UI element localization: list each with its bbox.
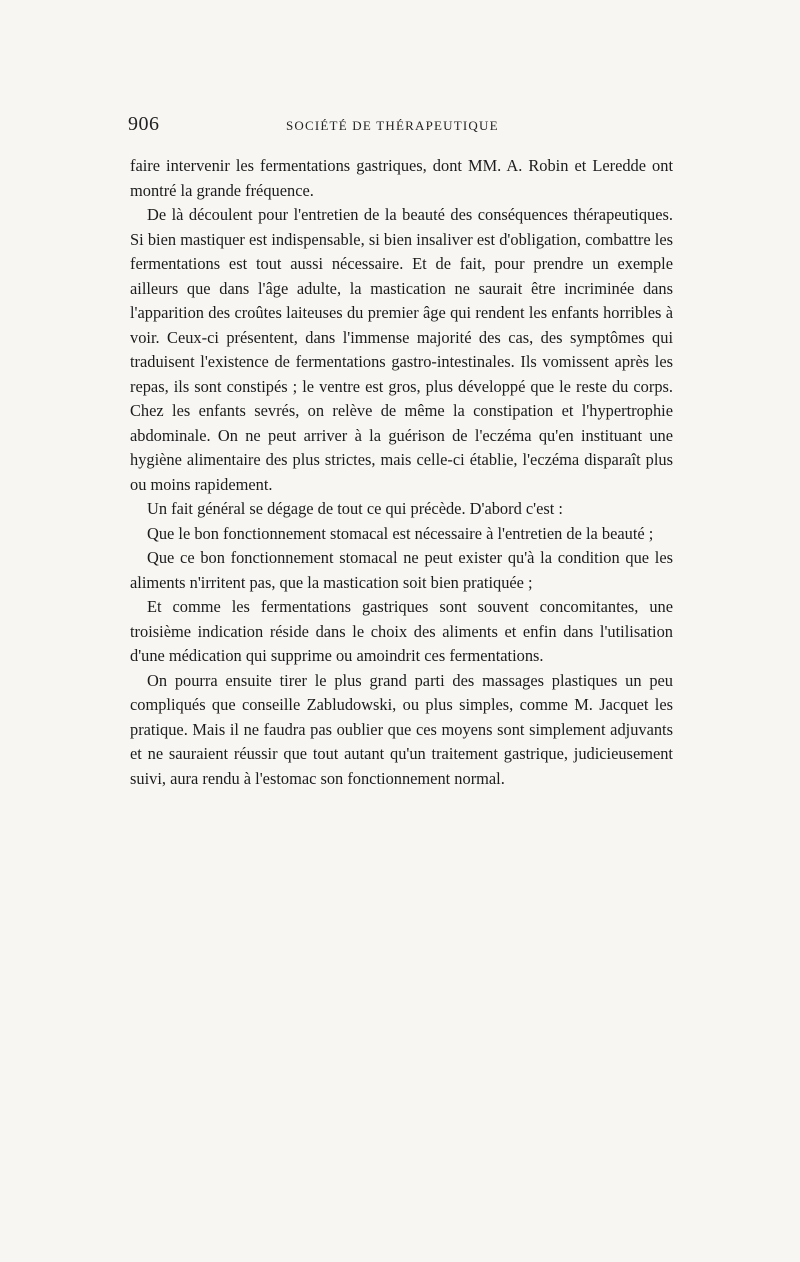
running-title: SOCIÉTÉ DE THÉRAPEUTIQUE <box>286 118 499 133</box>
paragraph: Et comme les fermentations gastriques sont souvent concomitantes, une troisième indication réside dans le choix des aliments et enfin dans l'utilisation d'une médication qui supprime ou amoindrit ces fermentations. <box>130 597 673 665</box>
paragraph: De là découlent pour l'entretien de la beauté des conséquences thérapeutiques. Si bien mastiquer est indispensable, si bien insaliver est d'obligation, combattre les fermentations est tout aussi nécessaire. Et de fait, pour prendre un exemple ailleurs que dans l'âge adulte, la mastication ne saurait être incriminée dans l'apparition des croûtes laiteuses du premier âge qui rendent les enfants horribles à voir. Ceux-ci présentent, dans l'immense majorité des cas, des symptômes qui traduisent l'existence de fermentations gastro-intestinales. Ils vomissent après les repas, ils sont constipés ; le ventre est gros, plus développé que le reste du corps. Chez les enfants sevrés, on relève de même la constipation et l'hypertrophie abdominale. On ne peut arriver à la guérison de l'eczéma qu'en instituant une hygiène alimentaire des plus strictes, mais celle-ci établie, l'eczéma disparaît plus ou moins rapidement. <box>130 205 673 494</box>
page-number: 906 <box>128 113 160 135</box>
paragraph: Un fait général se dégage de tout ce qui précède. D'abord c'est : <box>147 499 563 518</box>
body-text <box>130 154 673 791</box>
page-header <box>128 113 673 141</box>
paragraph: Que ce bon fonctionnement stomacal ne peut exister qu'à la condition que les aliments n'irritent pas, que la mastication soit bien pratiquée ; <box>130 548 673 592</box>
paragraph: On pourra ensuite tirer le plus grand parti des massages plastiques un peu compliqués que conseille Zabludowski, ou plus simples, comme M. Jacquet les pratique. Mais il ne faudra pas oublier que ces moyens sont simplement adjuvants et ne sauraient réussir que tout autant qu'un traitement gastrique, judicieusement suivi, aura rendu à l'estomac son fonctionnement normal. <box>130 670 673 788</box>
paragraph: Que le bon fonctionnement stomacal est nécessaire à l'entretien de la beauté ; <box>147 523 654 543</box>
paragraph-continuation: faire intervenir les fermentations gastriques, dont MM. A. Robin et Leredde ont montré la grande fréquence. <box>130 156 673 200</box>
